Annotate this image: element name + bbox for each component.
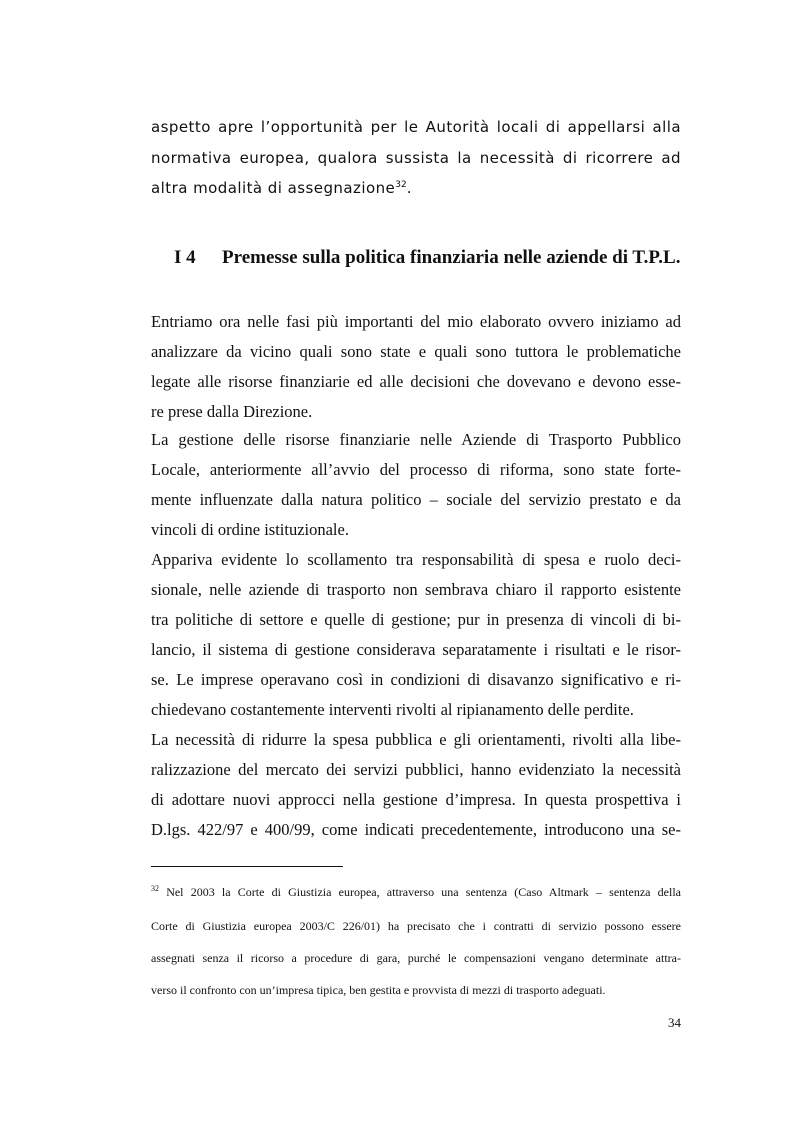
footnote-marker: 32 [151, 884, 159, 893]
body-line: ralizzazione del mercato dei servizi pubblici, hanno evidenziato la necessità [151, 760, 681, 779]
body-line: chiedevano costantemente interventi rivolti al ripianamento delle perdite. [151, 700, 634, 719]
body-line: Locale, anteriormente all’avvio del processo di riforma, sono state forte- [151, 460, 681, 479]
footnote-line: assegnati senza il ricorso a procedure di gara, purché le compensazioni vengano determinate attra- [151, 951, 681, 965]
footnote-line-text: Nel 2003 la Corte di Giustizia europea, attraverso una sentenza (Caso Altmark – sentenza della [159, 885, 681, 899]
footnote-reference[interactable]: 32 [395, 180, 407, 190]
footnote-separator [151, 866, 343, 867]
body-line: mente influenzate dalla natura politico – sociale del servizio prestato e da [151, 490, 681, 509]
footnote-line: verso il confronto con un’impresa tipica, ben gestita e provvista di mezzi di trasporto adeguati. [151, 983, 606, 997]
body-line: La necessità di ridurre la spesa pubblica e gli orientamenti, rivolti alla libe- [151, 730, 681, 749]
body-line: legate alle risorse finanziarie ed alle decisioni che dovevano e devono esse- [151, 372, 681, 391]
section-number: I 4 [174, 247, 196, 268]
intro-line: normativa europea, qualora sussista la necessità di ricorrere ad [151, 149, 681, 167]
body-line: sionale, nelle aziende di trasporto non sembrava chiaro il rapporto esistente [151, 580, 681, 599]
body-line: tra politiche di settore e quelle di gestione; pur in presenza di vincoli di bi- [151, 610, 681, 629]
page-number: 34 [668, 1015, 681, 1030]
footnote-line: Corte di Giustizia europea 2003/C 226/01) ha precisato che i contratti di servizio possono essere [151, 919, 681, 933]
body-line: Entriamo ora nelle fasi più importanti del mio elaborato ovvero iniziamo ad [151, 312, 681, 331]
intro-line: aspetto apre l’opportunità per le Autorità locali di appellarsi alla [151, 118, 681, 136]
intro-line-text: altra modalità di assegnazione [151, 179, 396, 197]
body-line: di adottare nuovi approcci nella gestione d’impresa. In questa prospettiva i [151, 790, 681, 809]
intro-line-punct: . [406, 179, 412, 197]
body-line: se. Le imprese operavano così in condizioni di disavanzo significativo e ri- [151, 670, 681, 689]
intro-line-last [151, 178, 681, 198]
section-heading [174, 246, 694, 270]
body-line: Appariva evidente lo scollamento tra responsabilità di spesa e ruolo deci- [151, 550, 681, 569]
body-line: vincoli di ordine istituzionale. [151, 520, 349, 539]
body-line: D.lgs. 422/97 e 400/99, come indicati precedentemente, introducono una se- [151, 820, 681, 839]
body-line: lancio, il sistema di gestione considerava separatamente i risultati e le risor- [151, 640, 681, 659]
body-line: re prese dalla Direzione. [151, 402, 313, 421]
footnote-line [151, 884, 681, 900]
body-line: analizzare da vicino quali sono state e quali sono tuttora le problematiche [151, 342, 681, 361]
body-line: La gestione delle risorse finanziarie nelle Aziende di Trasporto Pubblico [151, 430, 681, 449]
section-title: Premesse sulla politica finanziaria nelle aziende di T.P.L. [222, 247, 681, 268]
